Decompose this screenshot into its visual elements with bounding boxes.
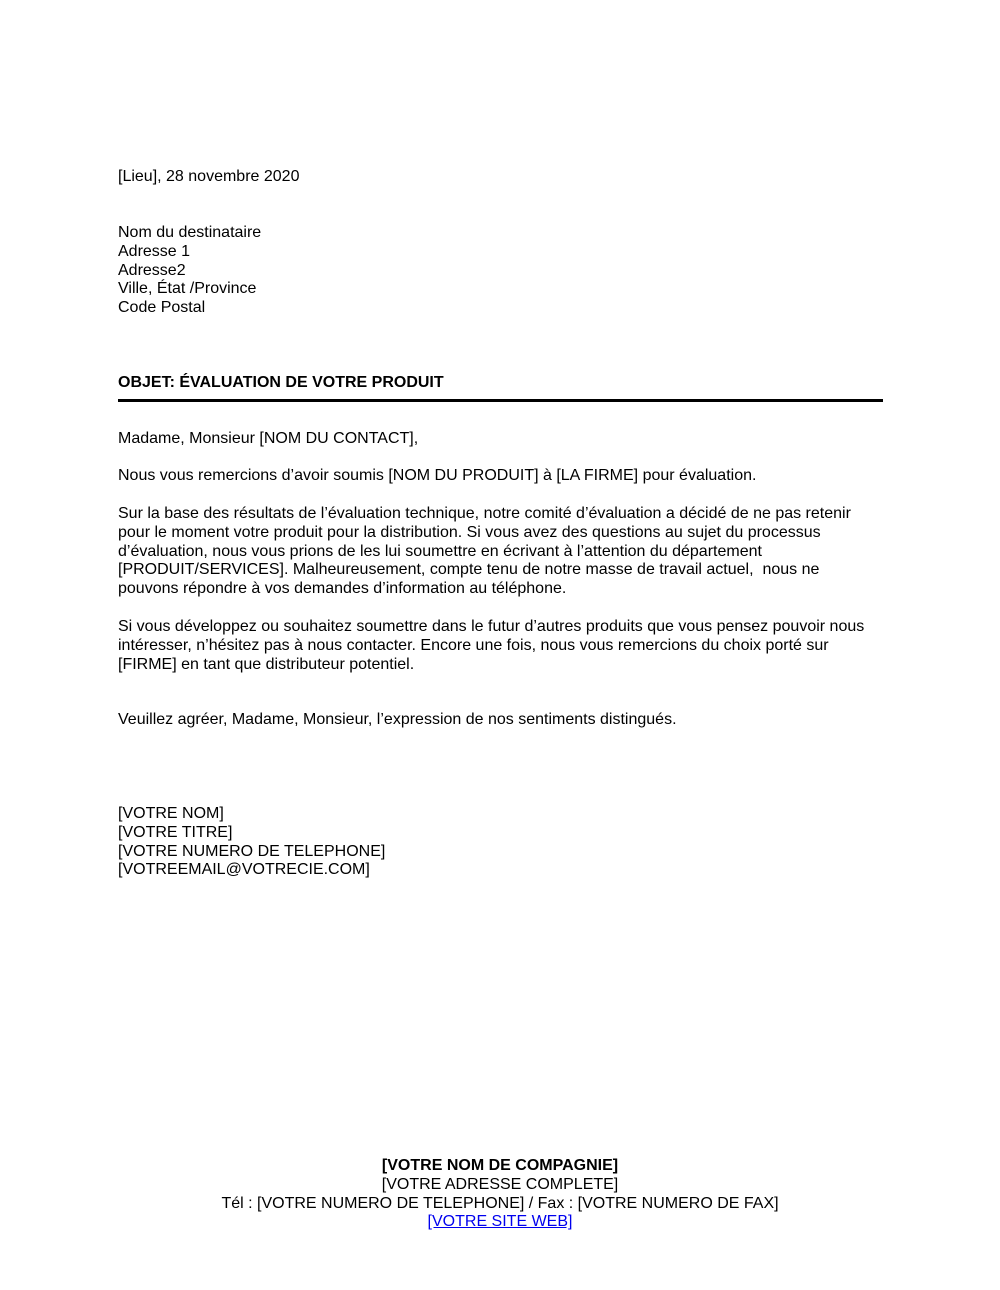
paragraph-line: pour le moment votre produit pour la distribution. Si vous avez des questions au sujet du processus	[118, 523, 821, 541]
recipient-address1: Adresse 1	[118, 242, 191, 260]
subject-divider	[118, 399, 883, 402]
subject-line: OBJET: ÉVALUATION DE VOTRE PRODUIT	[118, 374, 444, 391]
footer-company-name: [VOTRE NOM DE COMPAGNIE]	[381, 1157, 619, 1174]
recipient-address	[118, 224, 884, 318]
paragraph-line: intéresser, n’hésitez pas à nous contacter. Encore une fois, nous vous remercions du choix porté sur	[118, 636, 829, 654]
salutation: Madame, Monsieur [NOM DU CONTACT],	[118, 430, 419, 447]
closing-line: Veuillez agréer, Madame, Monsieur, l’expression de nos sentiments distingués.	[118, 711, 677, 728]
recipient-name: Nom du destinataire	[118, 224, 262, 241]
recipient-address2: Adresse2	[118, 261, 186, 279]
signature-email: [VOTREEMAIL@VOTRECIE.COM]	[118, 861, 370, 879]
signature-phone: [VOTRE NUMERO DE TELEPHONE]	[118, 842, 386, 860]
footer-website-link[interactable]: [VOTRE SITE WEB]	[427, 1213, 573, 1231]
paragraph-line: d’évaluation, nous vous prions de les lui soumettre en écrivant à l’attention du département	[118, 542, 762, 560]
signature-title: [VOTRE TITRE]	[118, 823, 233, 841]
paragraph-line: pouvons répondre à vos demandes d’information au téléphone.	[118, 580, 567, 598]
recipient-postal: Code Postal	[118, 299, 206, 317]
signature-name: [VOTRE NOM]	[118, 805, 224, 822]
letterhead-footer	[0, 1157, 1000, 1232]
body-paragraph-1: Nous vous remercions d’avoir soumis [NOM DU PRODUIT] à [LA FIRME] pour évaluation.	[118, 467, 757, 484]
footer-address: [VOTRE ADRESSE COMPLETE]	[381, 1175, 619, 1193]
recipient-city: Ville, État /Province	[118, 280, 257, 298]
paragraph-line: [FIRME] en tant que distributeur potentiel.	[118, 655, 415, 673]
paragraph-line: Sur la base des résultats de l’évaluation technique, notre comité d’évaluation a décidé de ne pas retenir	[118, 505, 851, 522]
paragraph-line: [PRODUIT/SERVICES]. Malheureusement, compte tenu de notre masse de travail actuel, nous ne	[118, 561, 820, 579]
signature-block	[118, 805, 884, 880]
date-line: [Lieu], 28 novembre 2020	[118, 168, 300, 185]
body-paragraph-2	[118, 505, 884, 599]
paragraph-line: Si vous développez ou souhaitez soumettre dans le futur d’autres produits que vous pensez pouvoir nous	[118, 618, 865, 635]
body-paragraph-3	[118, 618, 884, 674]
footer-contact: Tél : [VOTRE NUMERO DE TELEPHONE] / Fax : [VOTRE NUMERO DE FAX]	[221, 1194, 779, 1212]
